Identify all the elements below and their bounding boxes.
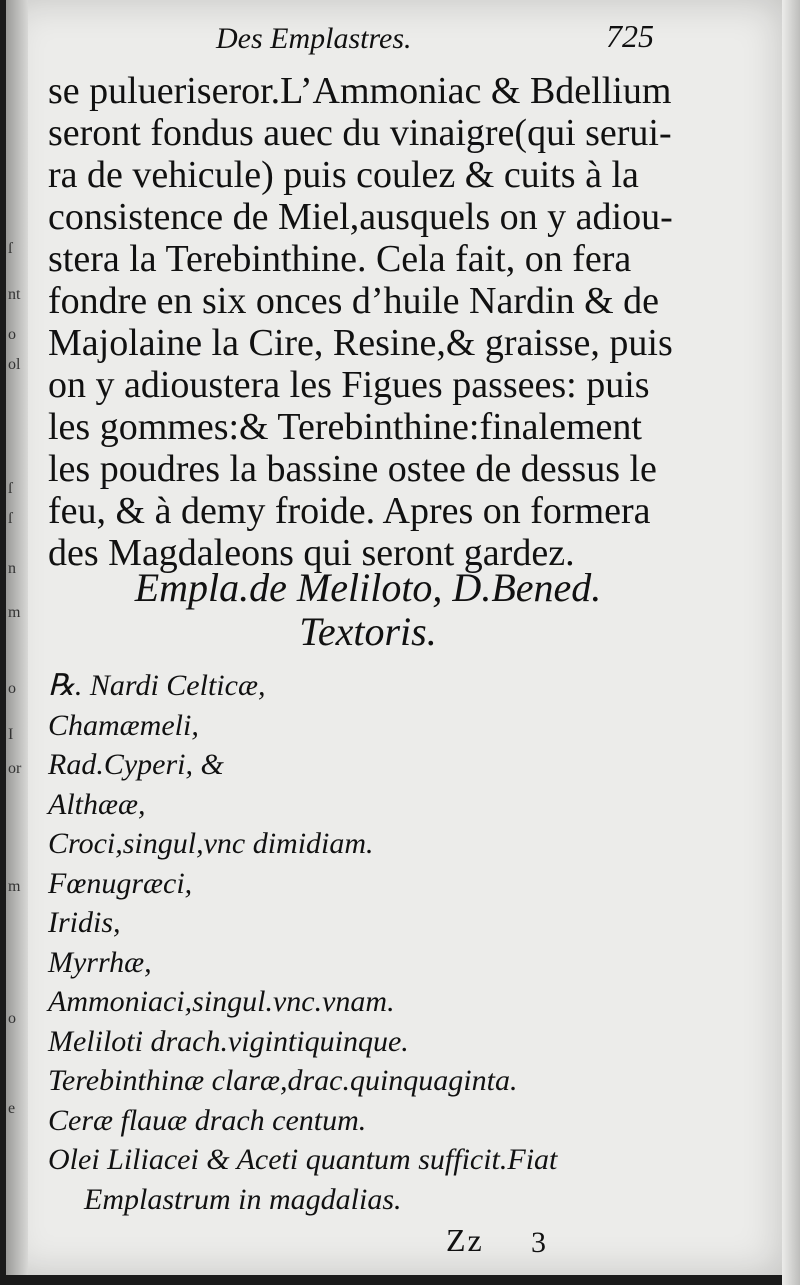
recipe-line: Rad.Cyperi, & — [48, 748, 224, 781]
text-line: les poudres la bassine ostee de dessus le — [48, 448, 657, 490]
text-line: se pulueriseror.L’Ammoniac & Bdellium — [48, 70, 672, 112]
text-line: seront fondus auec du vinaigre(qui serui- — [48, 112, 672, 154]
recipe-line: Iridis, — [48, 906, 121, 939]
gutter-fragment: o — [8, 326, 16, 343]
book-page — [6, 0, 782, 1275]
recipe-line: Emplastrum in magdalias. — [84, 1182, 402, 1216]
recipe-line: ℞. Nardi Celticæ, — [48, 669, 266, 702]
recipe-title-author: Textoris. — [299, 609, 437, 654]
gutter-fragment: n — [8, 560, 16, 577]
recipe-line: Meliloti drach.vigintiquinque. — [48, 1024, 409, 1058]
body-paragraph — [48, 70, 688, 574]
text-line: Majolaine la Cire, Resine,& graisse, puis — [48, 322, 673, 364]
text-line: les gommes:& Terebinthine:finalement — [48, 406, 642, 448]
text-line: des Magdaleons qui seront gardez. — [48, 532, 575, 574]
text-line: ra de vehicule) puis coulez & cuits à la — [48, 154, 639, 196]
text-line: fondre en six onces d’huile Nardin & de — [48, 280, 659, 322]
page-number: 725 — [606, 18, 654, 54]
text-line: on y adioustera les Figues passees: puis — [48, 364, 650, 406]
gutter-fragment: o — [8, 680, 16, 697]
gutter-fragment: I — [8, 726, 14, 743]
gutter-fragment: ol — [8, 356, 21, 373]
gutter-fragment: nt — [8, 286, 21, 303]
signature-mark: Zz — [446, 1222, 484, 1258]
gutter-fragment: ſ — [8, 510, 13, 527]
signature-number: 3 — [531, 1226, 546, 1259]
gutter-fragment: ſ — [8, 480, 13, 497]
recipe-line: Myrrhæ, — [48, 945, 152, 979]
page-edge — [782, 0, 800, 1285]
gutter-fragment: or — [8, 760, 22, 777]
recipe-line: Ammoniaci,singul.vnc.vnam. — [48, 985, 395, 1018]
recipe-line: Fœnugræci, — [48, 866, 193, 900]
recipe-title: Empla.de Meliloto, D.Bened. — [134, 565, 602, 610]
text-line: consistence de Miel,ausquels on y adiou- — [48, 196, 673, 238]
gutter-fragment: m — [8, 878, 21, 895]
recipe-line: Terebinthinæ claræ,drac.quinquaginta. — [48, 1064, 518, 1097]
gutter-fragment: m — [8, 604, 21, 621]
recipe-line: Croci,singul,vnc dimidiam. — [48, 827, 374, 860]
text-line: feu, & à demy froide. Apres on formera — [48, 490, 651, 532]
recipe-line: Althææ, — [48, 787, 146, 821]
recipe-line: Chamæmeli, — [48, 708, 199, 742]
gutter-fragment: ſ — [8, 240, 13, 257]
facing-page-gutter — [6, 0, 28, 1275]
recipe-list — [48, 666, 708, 1219]
running-head: Des Emplastres. — [216, 22, 412, 55]
recipe-line: Ceræ flauæ drach centum. — [48, 1103, 367, 1137]
gutter-fragment: e — [8, 1100, 16, 1117]
gutter-fragment: o — [8, 1010, 16, 1027]
text-line: stera la Terebinthine. Cela fait, on fera — [48, 238, 632, 280]
recipe-line: Olei Liliacei & Aceti quantum sufficit.Fiat — [48, 1143, 558, 1176]
